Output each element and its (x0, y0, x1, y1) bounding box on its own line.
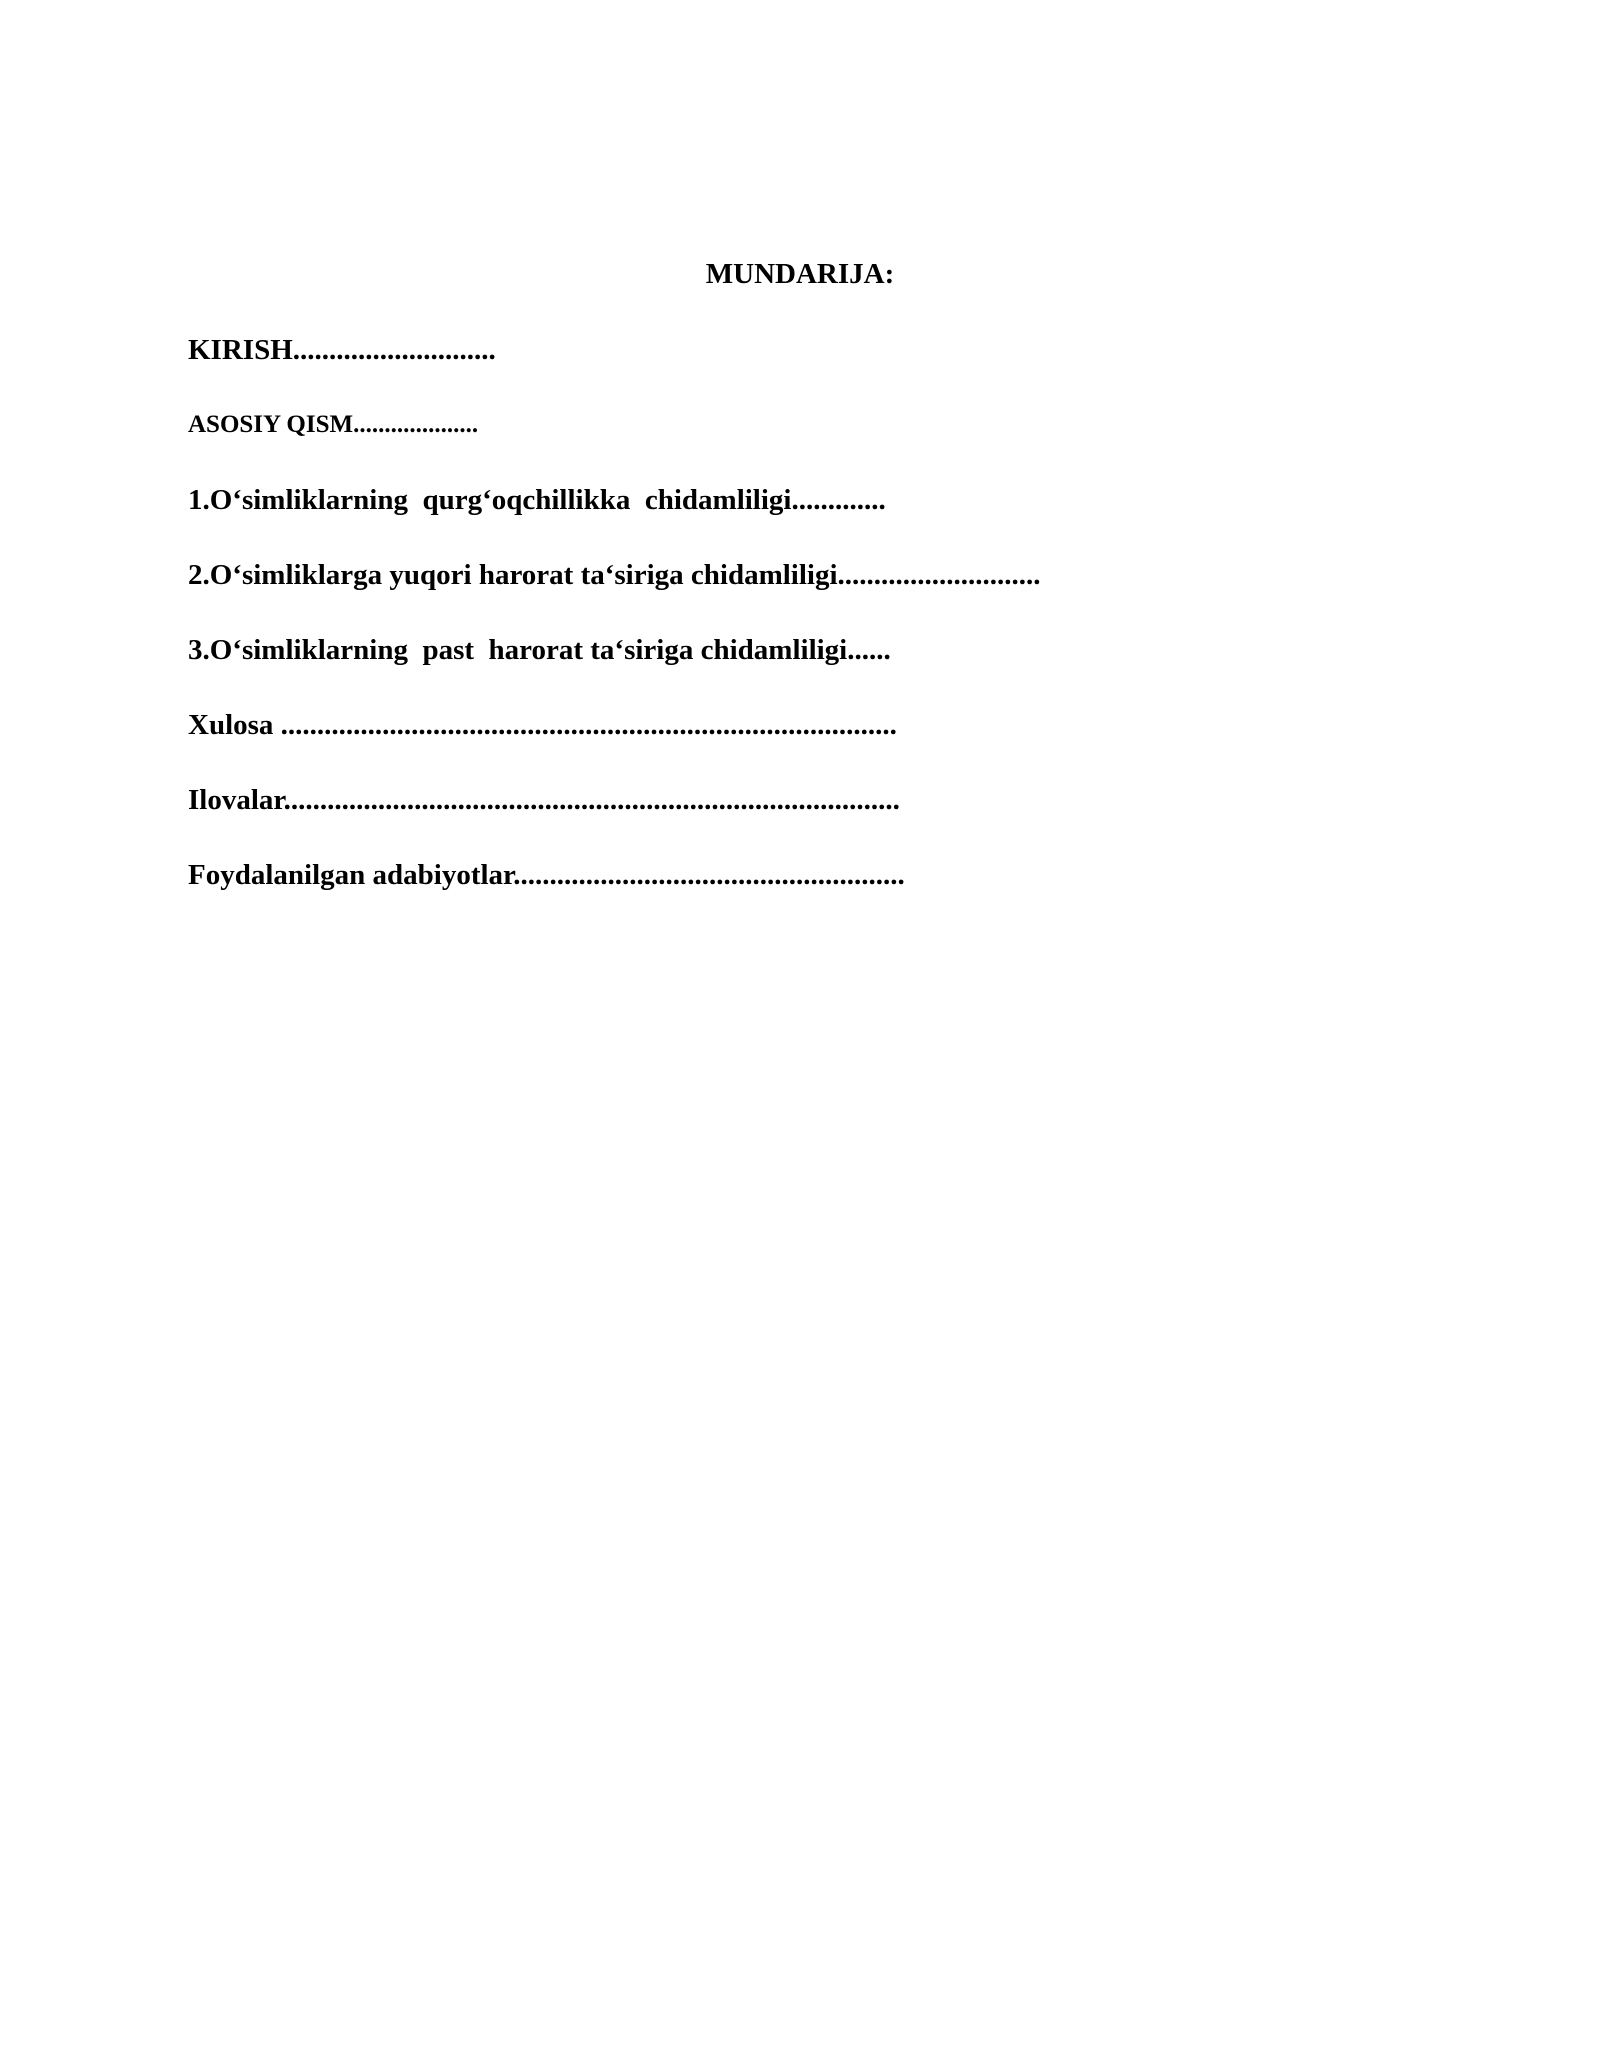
toc-title: MUNDARIJA: (705, 258, 895, 290)
toc-entry-chapter-1: 1.O‘simliklarning qurg‘oqchillikka chidamliligi............. (188, 484, 886, 516)
toc-entry-xulosa: Xulosa ..................................................................................... (188, 709, 897, 741)
toc-entry-asosiy-qism: ASOSIY QISM.................... (188, 411, 479, 438)
table-of-contents (188, 332, 1438, 932)
toc-entry-adabiyotlar: Foydalanilgan adabiyotlar...................................................... (188, 859, 905, 891)
toc-entry-kirish: KIRISH............................ (188, 334, 496, 366)
toc-entry-chapter-2: 2.O‘simliklarga yuqori harorat ta‘siriga chidamliligi............................ (188, 559, 1041, 591)
toc-entry-chapter-3: 3.O‘simliklarning past harorat ta‘siriga chidamliligi...... (188, 634, 891, 666)
toc-entry-ilovalar: Ilovalar..................................................................................... (188, 784, 900, 816)
